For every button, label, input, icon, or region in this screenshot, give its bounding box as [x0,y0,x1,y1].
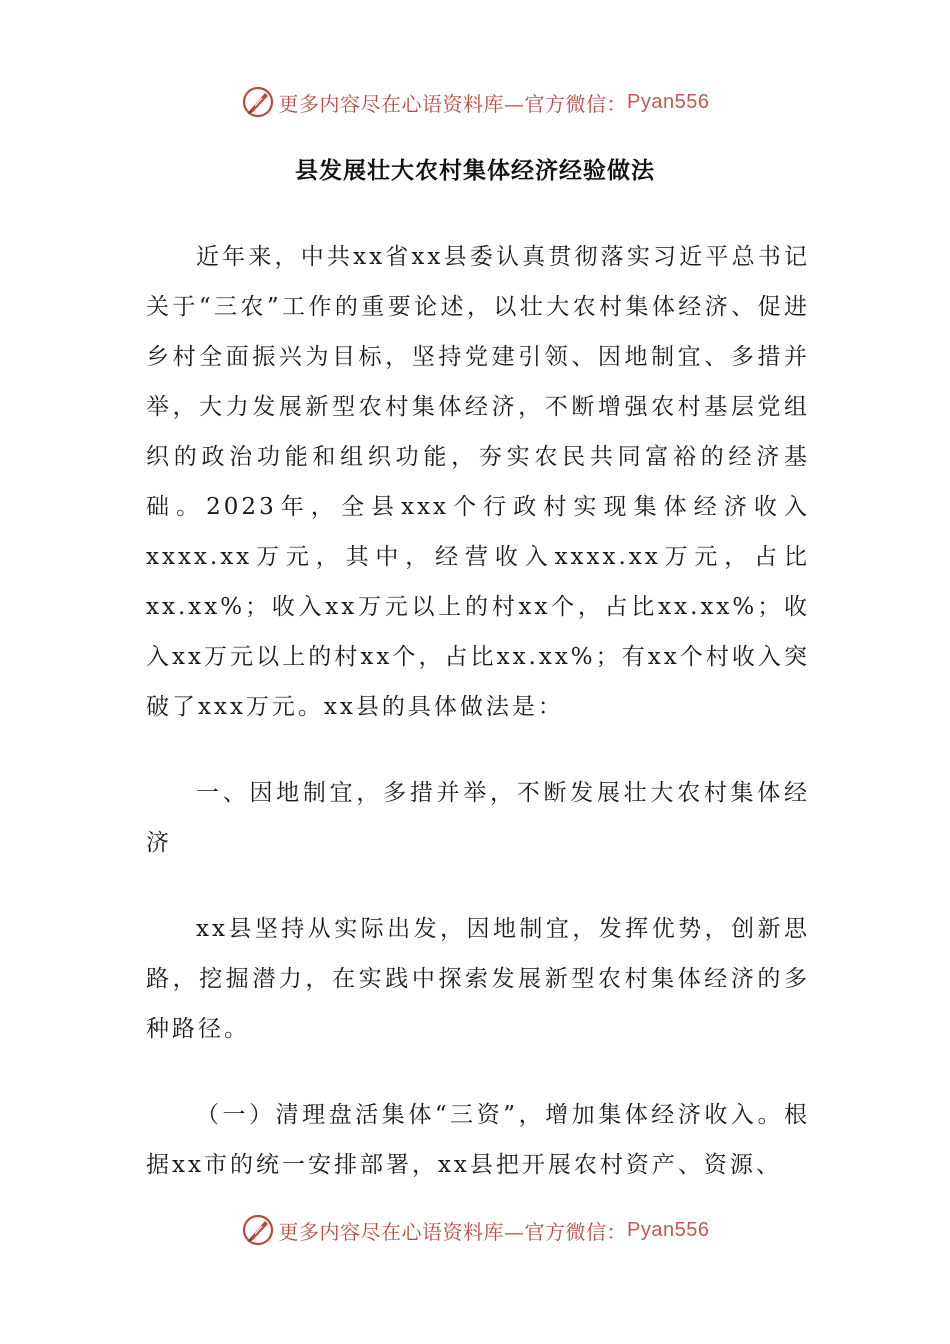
watermark-handle: Pyan556 [627,1218,710,1241]
paragraph-subsection-1: （一）清理盘活集体“三资”，增加集体经济收入。根据xx市的统一安排部署，xx县把开展农村资产、资源、 [146,1102,810,1178]
document-title: 县发展壮大农村集体经济经验做法 [295,157,655,184]
footer-watermark [0,1210,950,1250]
watermark-text: 更多内容尽在心语资料库—官方微信： [278,1219,628,1244]
watermark-handle: Pyan556 [627,90,710,113]
header-watermark [0,82,950,122]
quill-pen-logo-icon [241,1213,275,1247]
paragraph-section-1: xx县坚持从实际出发，因地制宜，发挥优势，创新思路，挖掘潜力，在实践中探索发展新型农村集体经济的多种路径。 [146,916,810,1042]
watermark-text: 更多内容尽在心语资料库—官方微信： [278,91,628,116]
paragraph-intro: 近年来，中共xx省xx县委认真贯彻落实习近平总书记关于“三农”工作的重要论述，以壮大农村集体经济、促进乡村全面振兴为目标，坚持党建引领、因地制宜、多措并举，大力发展新型农村集体经济，不断增强农村基层党组织的政治功能和组织功能，夯实农民共同富裕的经济基础。2023年，全县xxx个行政村实现集体经济收入xxxx.xx万元，其中，经营收入xxxx.xx万元，占比xx.xx%；收入xx万元以上的村xx个，占比xx.xx%；收入xx万元以上的村xx个，占比xx.xx%；有xx个村收入突破了xxx万元。xx县的具体做法是： [146,244,810,720]
section-heading-1: 一、因地制宜，多措并举，不断发展壮大农村集体经济 [146,780,810,856]
document-body [146,232,810,1190]
quill-pen-logo-icon [241,85,275,119]
